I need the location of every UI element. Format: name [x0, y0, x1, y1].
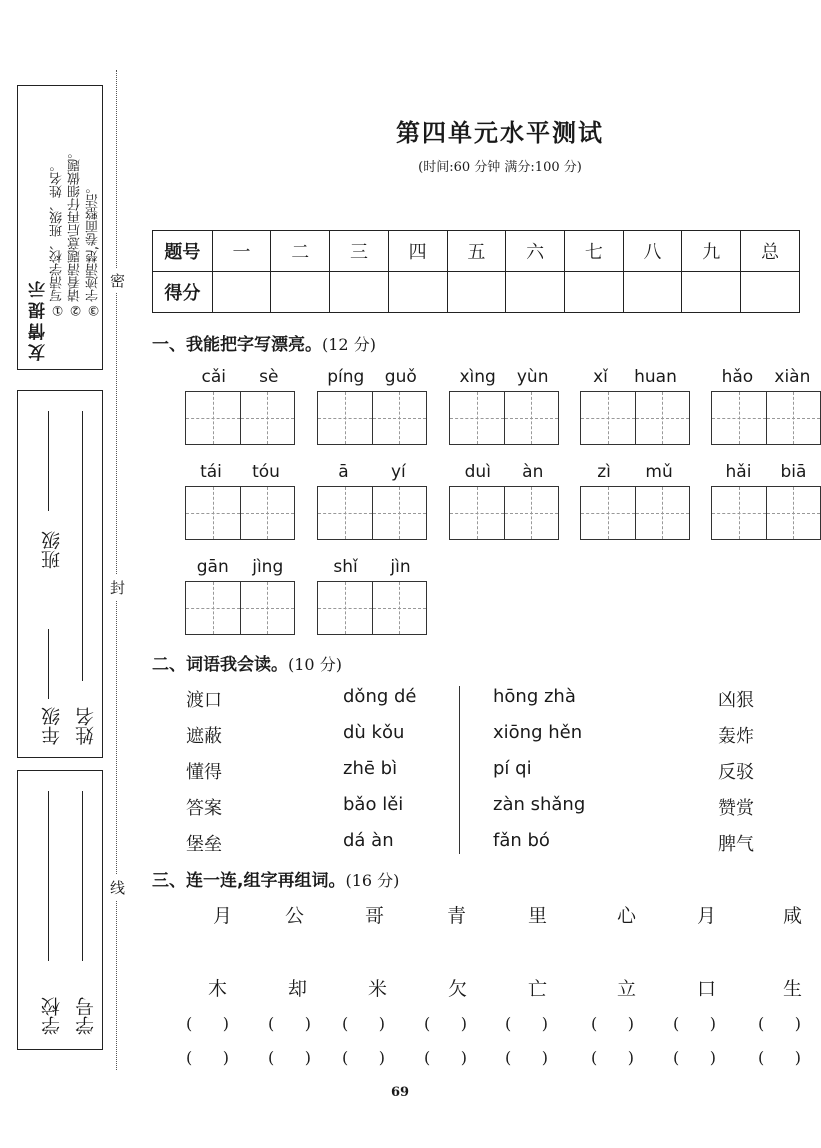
col-2: 二 [271, 231, 330, 272]
pinyin-word[interactable]: xiōng hěn [493, 722, 583, 743]
name-line[interactable] [82, 411, 83, 681]
answer-blank[interactable]: ( ) [342, 1014, 385, 1033]
pinyin-writing-item [449, 462, 559, 540]
pinyin-writing-item [317, 557, 427, 635]
section3-title: 三、连一连,组字再组词。 [152, 871, 346, 891]
section1-heading [152, 330, 376, 355]
top-character[interactable]: 公 [285, 905, 305, 927]
tianzige-cell[interactable] [186, 487, 240, 539]
pinyin-syllable: cǎi [201, 367, 227, 387]
answer-blank[interactable]: ( ) [268, 1014, 311, 1033]
pinyin-syllable: mǔ [645, 462, 673, 482]
pinyin-writing-item [449, 367, 559, 445]
seal-mi: 密 [110, 268, 125, 293]
top-character[interactable]: 里 [528, 905, 548, 927]
answer-blank[interactable]: ( ) [424, 1014, 467, 1033]
pinyin-word[interactable]: dá àn [343, 830, 394, 851]
col-1: 一 [212, 231, 271, 272]
page-subtitle: (时间:60 分钟 满分:100 分) [418, 160, 582, 175]
chinese-word[interactable]: 轰炸 [718, 726, 754, 747]
chinese-word[interactable]: 渡口 [186, 690, 222, 711]
top-character[interactable]: 咸 [783, 905, 803, 927]
question-number-row [153, 231, 800, 272]
top-character[interactable]: 月 [697, 905, 717, 927]
pinyin-label [711, 462, 821, 486]
writing-grid [711, 391, 821, 445]
pinyin-word[interactable]: pí qi [493, 758, 532, 779]
bottom-character[interactable]: 口 [697, 978, 717, 1000]
grade-line[interactable] [48, 411, 49, 511]
section1-title: 一、我能把字写漂亮。 [152, 335, 322, 355]
school-number-box [17, 770, 103, 1050]
pinyin-label [449, 462, 559, 486]
writing-grid [185, 391, 295, 445]
answer-blank[interactable]: ( ) [186, 1014, 229, 1033]
pinyin-word[interactable]: fǎn bó [493, 830, 550, 851]
tianzige-cell[interactable] [766, 487, 821, 539]
tip-2: ②请看清题意后再仔细做题。 [68, 146, 83, 317]
tianzige-cell[interactable] [240, 487, 295, 539]
writing-grid [580, 486, 690, 540]
tianzige-cell[interactable] [635, 392, 690, 444]
chinese-word[interactable]: 赞赏 [718, 798, 754, 819]
top-character[interactable]: 青 [447, 905, 467, 927]
top-character[interactable]: 月 [213, 905, 233, 927]
pinyin-word[interactable]: bǎo lěi [343, 794, 404, 815]
answer-blank[interactable]: ( ) [505, 1014, 548, 1033]
tianzige-cell[interactable] [318, 392, 372, 444]
score-cell[interactable] [212, 272, 271, 313]
answer-blank[interactable]: ( ) [505, 1048, 548, 1067]
top-character[interactable]: 心 [617, 905, 637, 927]
tianzige-cell[interactable] [186, 582, 240, 634]
score-table [152, 230, 800, 313]
score-cell[interactable] [564, 272, 623, 313]
number-label: 学号 [75, 997, 97, 1035]
bottom-character[interactable]: 木 [208, 978, 228, 1000]
pinyin-word[interactable]: dǒng dé [343, 686, 417, 707]
writing-grid [449, 486, 559, 540]
pinyin-writing-item [317, 367, 427, 445]
pinyin-label [580, 462, 690, 486]
writing-grid [317, 581, 427, 635]
pinyin-word[interactable]: zhē bì [343, 758, 398, 779]
answer-blank[interactable]: ( ) [591, 1048, 634, 1067]
chinese-word[interactable]: 遮蔽 [186, 726, 222, 747]
pinyin-syllable: hǎi [725, 462, 752, 482]
tianzige-cell[interactable] [712, 392, 766, 444]
chinese-word[interactable]: 脾气 [718, 834, 754, 855]
pinyin-syllable: jìn [390, 557, 411, 577]
pinyin-syllable: xǐ [593, 367, 608, 387]
section2-points: (10 分) [288, 655, 342, 674]
number-line[interactable] [82, 791, 83, 961]
tips-title: 友情提示 [29, 277, 49, 361]
tianzige-cell[interactable] [318, 487, 372, 539]
pinyin-syllable: sè [259, 367, 279, 387]
tianzige-cell[interactable] [372, 582, 427, 634]
pinyin-syllable: hǎo [721, 367, 754, 387]
tips-box [17, 85, 103, 370]
seal-feng: 封 [110, 575, 125, 600]
pinyin-syllable: yí [391, 462, 406, 482]
answer-blank[interactable]: ( ) [673, 1048, 716, 1067]
bottom-character[interactable]: 立 [617, 978, 637, 1000]
tianzige-cell[interactable] [240, 582, 295, 634]
tianzige-cell[interactable] [372, 392, 427, 444]
writing-grid [317, 486, 427, 540]
tianzige-cell[interactable] [318, 582, 372, 634]
pinyin-syllable: duì [464, 462, 491, 482]
tianzige-cell[interactable] [504, 392, 559, 444]
word-divider [459, 686, 460, 854]
bottom-character[interactable]: 欠 [448, 978, 468, 1000]
tianzige-cell[interactable] [504, 487, 559, 539]
chinese-word[interactable]: 反驳 [718, 762, 754, 783]
pinyin-syllable: àn [522, 462, 544, 482]
section3-heading [152, 866, 399, 891]
class-name-box [17, 390, 103, 758]
score-cell[interactable] [388, 272, 447, 313]
pinyin-syllable: jìng [252, 557, 284, 577]
col-3: 三 [330, 231, 389, 272]
tianzige-cell[interactable] [450, 392, 504, 444]
writing-grid [185, 486, 295, 540]
pinyin-writing-item [580, 367, 690, 445]
grade-label: 年级 [41, 707, 63, 745]
pinyin-label [185, 462, 295, 486]
pinyin-syllable: zì [597, 462, 611, 482]
pinyin-syllable: tóu [252, 462, 280, 482]
seal-line [116, 70, 117, 1070]
chinese-word[interactable]: 答案 [186, 798, 222, 819]
pinyin-writing-item [711, 367, 821, 445]
pinyin-writing-item [185, 462, 295, 540]
score-row [153, 272, 800, 313]
tianzige-cell[interactable] [581, 392, 635, 444]
tianzige-cell[interactable] [186, 392, 240, 444]
section2-title: 二、词语我会读。 [152, 655, 288, 675]
pinyin-word[interactable]: hōng zhà [493, 686, 576, 707]
tianzige-cell[interactable] [372, 487, 427, 539]
answer-blank[interactable]: ( ) [424, 1048, 467, 1067]
row-label-question: 题号 [153, 231, 213, 272]
score-cell[interactable] [506, 272, 565, 313]
col-9: 九 [682, 231, 741, 272]
pinyin-writing-item [317, 462, 427, 540]
chinese-word[interactable]: 凶狠 [718, 690, 754, 711]
pinyin-syllable: gān [196, 557, 229, 577]
answer-blank[interactable]: ( ) [673, 1014, 716, 1033]
pinyin-syllable: shǐ [333, 557, 358, 577]
bottom-character[interactable]: 米 [368, 978, 388, 1000]
bottom-character[interactable]: 生 [783, 978, 803, 1000]
class-label: 班级 [41, 531, 63, 569]
pinyin-writing-item [711, 462, 821, 540]
pinyin-label [185, 557, 295, 581]
tianzige-cell[interactable] [581, 487, 635, 539]
score-cell[interactable] [271, 272, 330, 313]
answer-blank[interactable]: ( ) [342, 1048, 385, 1067]
score-cell[interactable] [741, 272, 800, 313]
writing-grid [185, 581, 295, 635]
answer-blank[interactable]: ( ) [591, 1014, 634, 1033]
pinyin-word[interactable]: zàn shǎng [493, 794, 586, 815]
writing-grid [711, 486, 821, 540]
col-7: 七 [564, 231, 623, 272]
tianzige-cell[interactable] [766, 392, 821, 444]
answer-blank[interactable]: ( ) [758, 1048, 801, 1067]
pinyin-syllable: biā [780, 462, 807, 482]
pinyin-syllable: yùn [516, 367, 549, 387]
seal-xian: 线 [110, 875, 125, 900]
pinyin-word[interactable]: dù kǒu [343, 722, 405, 743]
tianzige-cell[interactable] [240, 392, 295, 444]
tianzige-cell[interactable] [635, 487, 690, 539]
chinese-word[interactable]: 堡垒 [186, 834, 222, 855]
writing-grid [580, 391, 690, 445]
chinese-word[interactable]: 懂得 [186, 762, 222, 783]
answer-blank[interactable]: ( ) [186, 1048, 229, 1067]
pinyin-label [317, 367, 427, 391]
tianzige-cell[interactable] [712, 487, 766, 539]
pinyin-syllable: tái [200, 462, 222, 482]
pinyin-syllable: píng [327, 367, 365, 387]
col-8: 八 [623, 231, 682, 272]
bottom-character[interactable]: 亡 [528, 978, 548, 1000]
pinyin-syllable: xìng [459, 367, 496, 387]
top-character[interactable]: 哥 [365, 905, 385, 927]
score-cell[interactable] [623, 272, 682, 313]
pinyin-label [711, 367, 821, 391]
class-line[interactable] [48, 629, 49, 699]
tianzige-cell[interactable] [450, 487, 504, 539]
pinyin-writing-item [185, 367, 295, 445]
name-label: 姓名 [75, 707, 97, 745]
pinyin-label [317, 462, 427, 486]
pinyin-writing-item [580, 462, 690, 540]
answer-blank[interactable]: ( ) [268, 1048, 311, 1067]
pinyin-label [580, 367, 690, 391]
school-label: 学校 [41, 997, 63, 1035]
page-number: 69 [390, 1085, 410, 1100]
bottom-character[interactable]: 却 [288, 978, 308, 1000]
pinyin-syllable: huan [634, 367, 677, 387]
score-cell[interactable] [330, 272, 389, 313]
pinyin-syllable: ā [338, 462, 349, 482]
score-cell[interactable] [447, 272, 506, 313]
col-4: 四 [388, 231, 447, 272]
writing-grid [449, 391, 559, 445]
writing-grid [317, 391, 427, 445]
col-6: 六 [506, 231, 565, 272]
pinyin-label [317, 557, 427, 581]
row-label-score: 得分 [153, 272, 213, 313]
col-total: 总 [741, 231, 800, 272]
pinyin-syllable: xiàn [774, 367, 811, 387]
pinyin-label [449, 367, 559, 391]
pinyin-label [185, 367, 295, 391]
tip-1: ①写清学校、班级、姓名。 [50, 159, 65, 317]
section2-heading [152, 650, 342, 675]
answer-blank[interactable]: ( ) [758, 1014, 801, 1033]
school-line[interactable] [48, 791, 49, 961]
score-cell[interactable] [682, 272, 741, 313]
section3-points: (16 分) [345, 871, 400, 890]
pinyin-writing-item [185, 557, 295, 635]
section1-points: (12 分) [322, 335, 376, 354]
col-5: 五 [447, 231, 506, 272]
tip-3: ③字迹清楚,卷面整洁。 [86, 180, 101, 317]
pinyin-syllable: guǒ [384, 367, 417, 387]
page-title: 第四单元水平测试 [396, 118, 604, 147]
